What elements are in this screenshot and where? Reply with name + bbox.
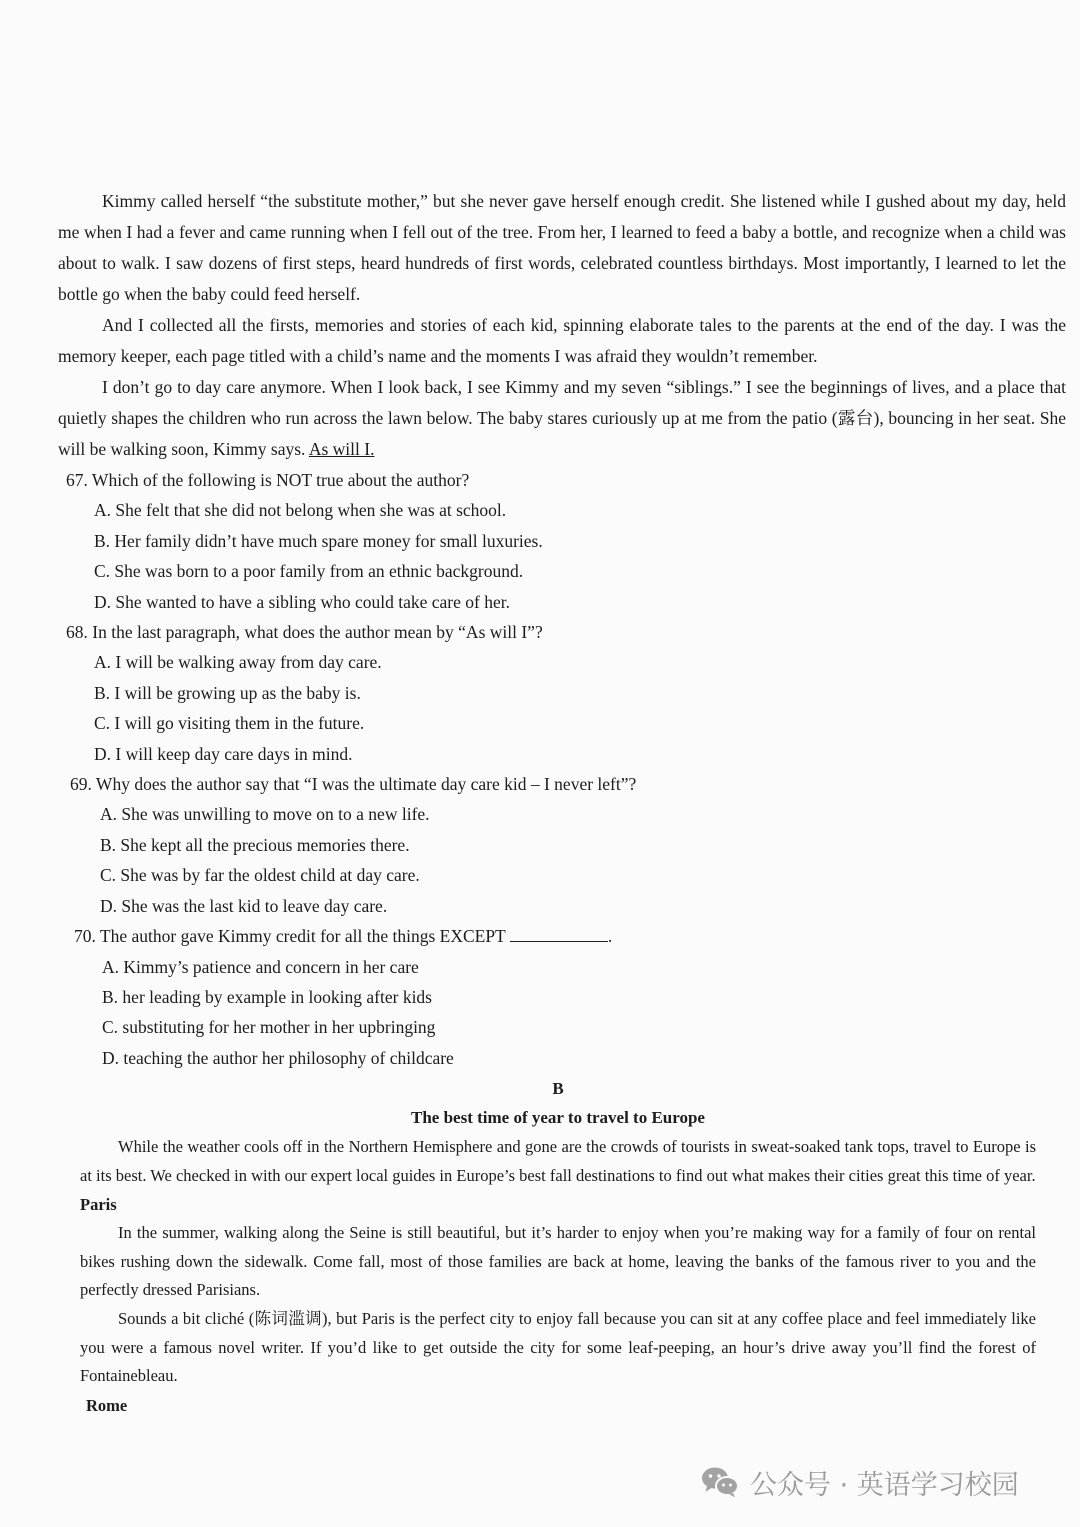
option-d: D. I will keep day care days in mind.	[94, 743, 353, 764]
passage-paragraph: In the summer, walking along the Seine is still beautiful, but it’s harder to enjoy when you’re making way for a family of four on rental bikes rushing down the sidewalk. Come fall, most of those families are back at home, leaving the banks of the famous river to you and the perfectly dressed Parisians.	[80, 1223, 1036, 1300]
option-b: B. Her family didn’t have much spare money for small luxuries.	[94, 530, 543, 551]
option-d: D. She was the last kid to leave day care.	[100, 895, 388, 916]
passage-paragraph: And I collected all the firsts, memories and stories of each kid, spinning elaborate tales to the parents at the end of the day. I was the memory keeper, each page titled with a child’s name and the moments I was afraid they wouldn’t remember.	[58, 315, 1066, 366]
question-stem-text: 70. The author gave Kimmy credit for all the things EXCEPT	[74, 926, 506, 947]
option-c: C. She was by far the oldest child at day care.	[100, 865, 420, 886]
option-a: A. She was unwilling to move on to a new life.	[100, 804, 430, 825]
answer-blank	[510, 925, 608, 942]
passage-intro: While the weather cools off in the Northern Hemisphere and gone are the crowds of tourists in sweat-soaked tank tops, travel to Europe is at its best. We checked in with our expert local guides in Europe’s best fall destinations to find out what makes their cities great this time of year.	[80, 1137, 1036, 1185]
option-c: C. substituting for her mother in her upbringing	[102, 1017, 436, 1038]
question-stem: 67. Which of the following is NOT true about the author?	[66, 470, 470, 490]
last-paragraph-text: I don’t go to day care anymore. When I look back, I see Kimmy and my seven “siblings.” I see the beginnings of lives, and a place that quietly shapes the children who run across the lawn below. The baby stares curiously up at me from the patio (露台), bouncing in her seat. She will be walking soon, Kimmy says.	[58, 377, 1066, 459]
option-a: A. I will be walking away from day care.	[94, 652, 382, 673]
question-stem: 68. In the last paragraph, what does the author mean by “As will I”?	[66, 622, 543, 643]
wechat-logo-icon	[700, 1465, 740, 1499]
underlined-phrase: As will I.	[308, 439, 375, 459]
option-b: B. She kept all the precious memories there.	[100, 834, 410, 855]
question-69	[58, 769, 1066, 921]
option-d: D. She wanted to have a sibling who could take care of her.	[94, 591, 510, 612]
passage-paragraph: Kimmy called herself “the substitute mother,” but she never gave herself enough credit. She listened while I gushed about my day, held me when I had a fever and came running when I fell out of the tree. From her, I learned to feed a baby a bottle, and recognize when a child was about to walk. I saw dozens of first steps, heard hundreds of first words, celebrated countless birthdays. Most importantly, I learned to let the bottle go when the baby could feed herself.	[58, 191, 1066, 304]
question-list	[58, 465, 1066, 1073]
question-68	[58, 617, 1066, 769]
section-letter: B	[552, 1079, 564, 1098]
watermark-text: 公众号 · 英语学习校园	[750, 1469, 1019, 1501]
option-b: B. I will be growing up as the baby is.	[94, 682, 361, 703]
city-heading-paris: Paris	[80, 1195, 117, 1215]
option-c: C. I will go visiting them in the future.	[94, 713, 365, 734]
question-67	[58, 465, 1066, 617]
question-stem: 69. Why does the author say that “I was the ultimate day care kid – I never left”?	[70, 774, 637, 795]
passage-paragraph: Sounds a bit cliché (陈词滥调), but Paris is the perfect city to enjoy fall because you can sit at any coffee place and feel immediately like you were a famous novel writer. If you’d like to get outside the city for some leaf-peeping, an hour’s drive away you’ll find the forest of Fontainebleau.	[80, 1308, 1036, 1386]
passage-a	[58, 186, 1066, 1073]
passage-last-paragraph	[58, 372, 1066, 465]
option-a: A. She felt that she did not belong when she was at school.	[94, 500, 507, 521]
option-b: B. her leading by example in looking after kids	[102, 986, 432, 1007]
option-c: C. She was born to a poor family from an ethnic background.	[94, 561, 524, 582]
passage-b	[80, 1075, 1036, 1420]
question-70	[58, 921, 1066, 1073]
watermark	[700, 1460, 1019, 1504]
passage-title: The best time of year to travel to Europe	[411, 1108, 705, 1127]
question-stem: 70. The author gave Kimmy credit for all the things EXCEPT .	[74, 926, 613, 947]
option-d: D. teaching the author her philosophy of childcare	[102, 1047, 454, 1068]
option-a: A. Kimmy’s patience and concern in her care	[102, 956, 419, 977]
city-heading-rome: Rome	[86, 1395, 128, 1415]
